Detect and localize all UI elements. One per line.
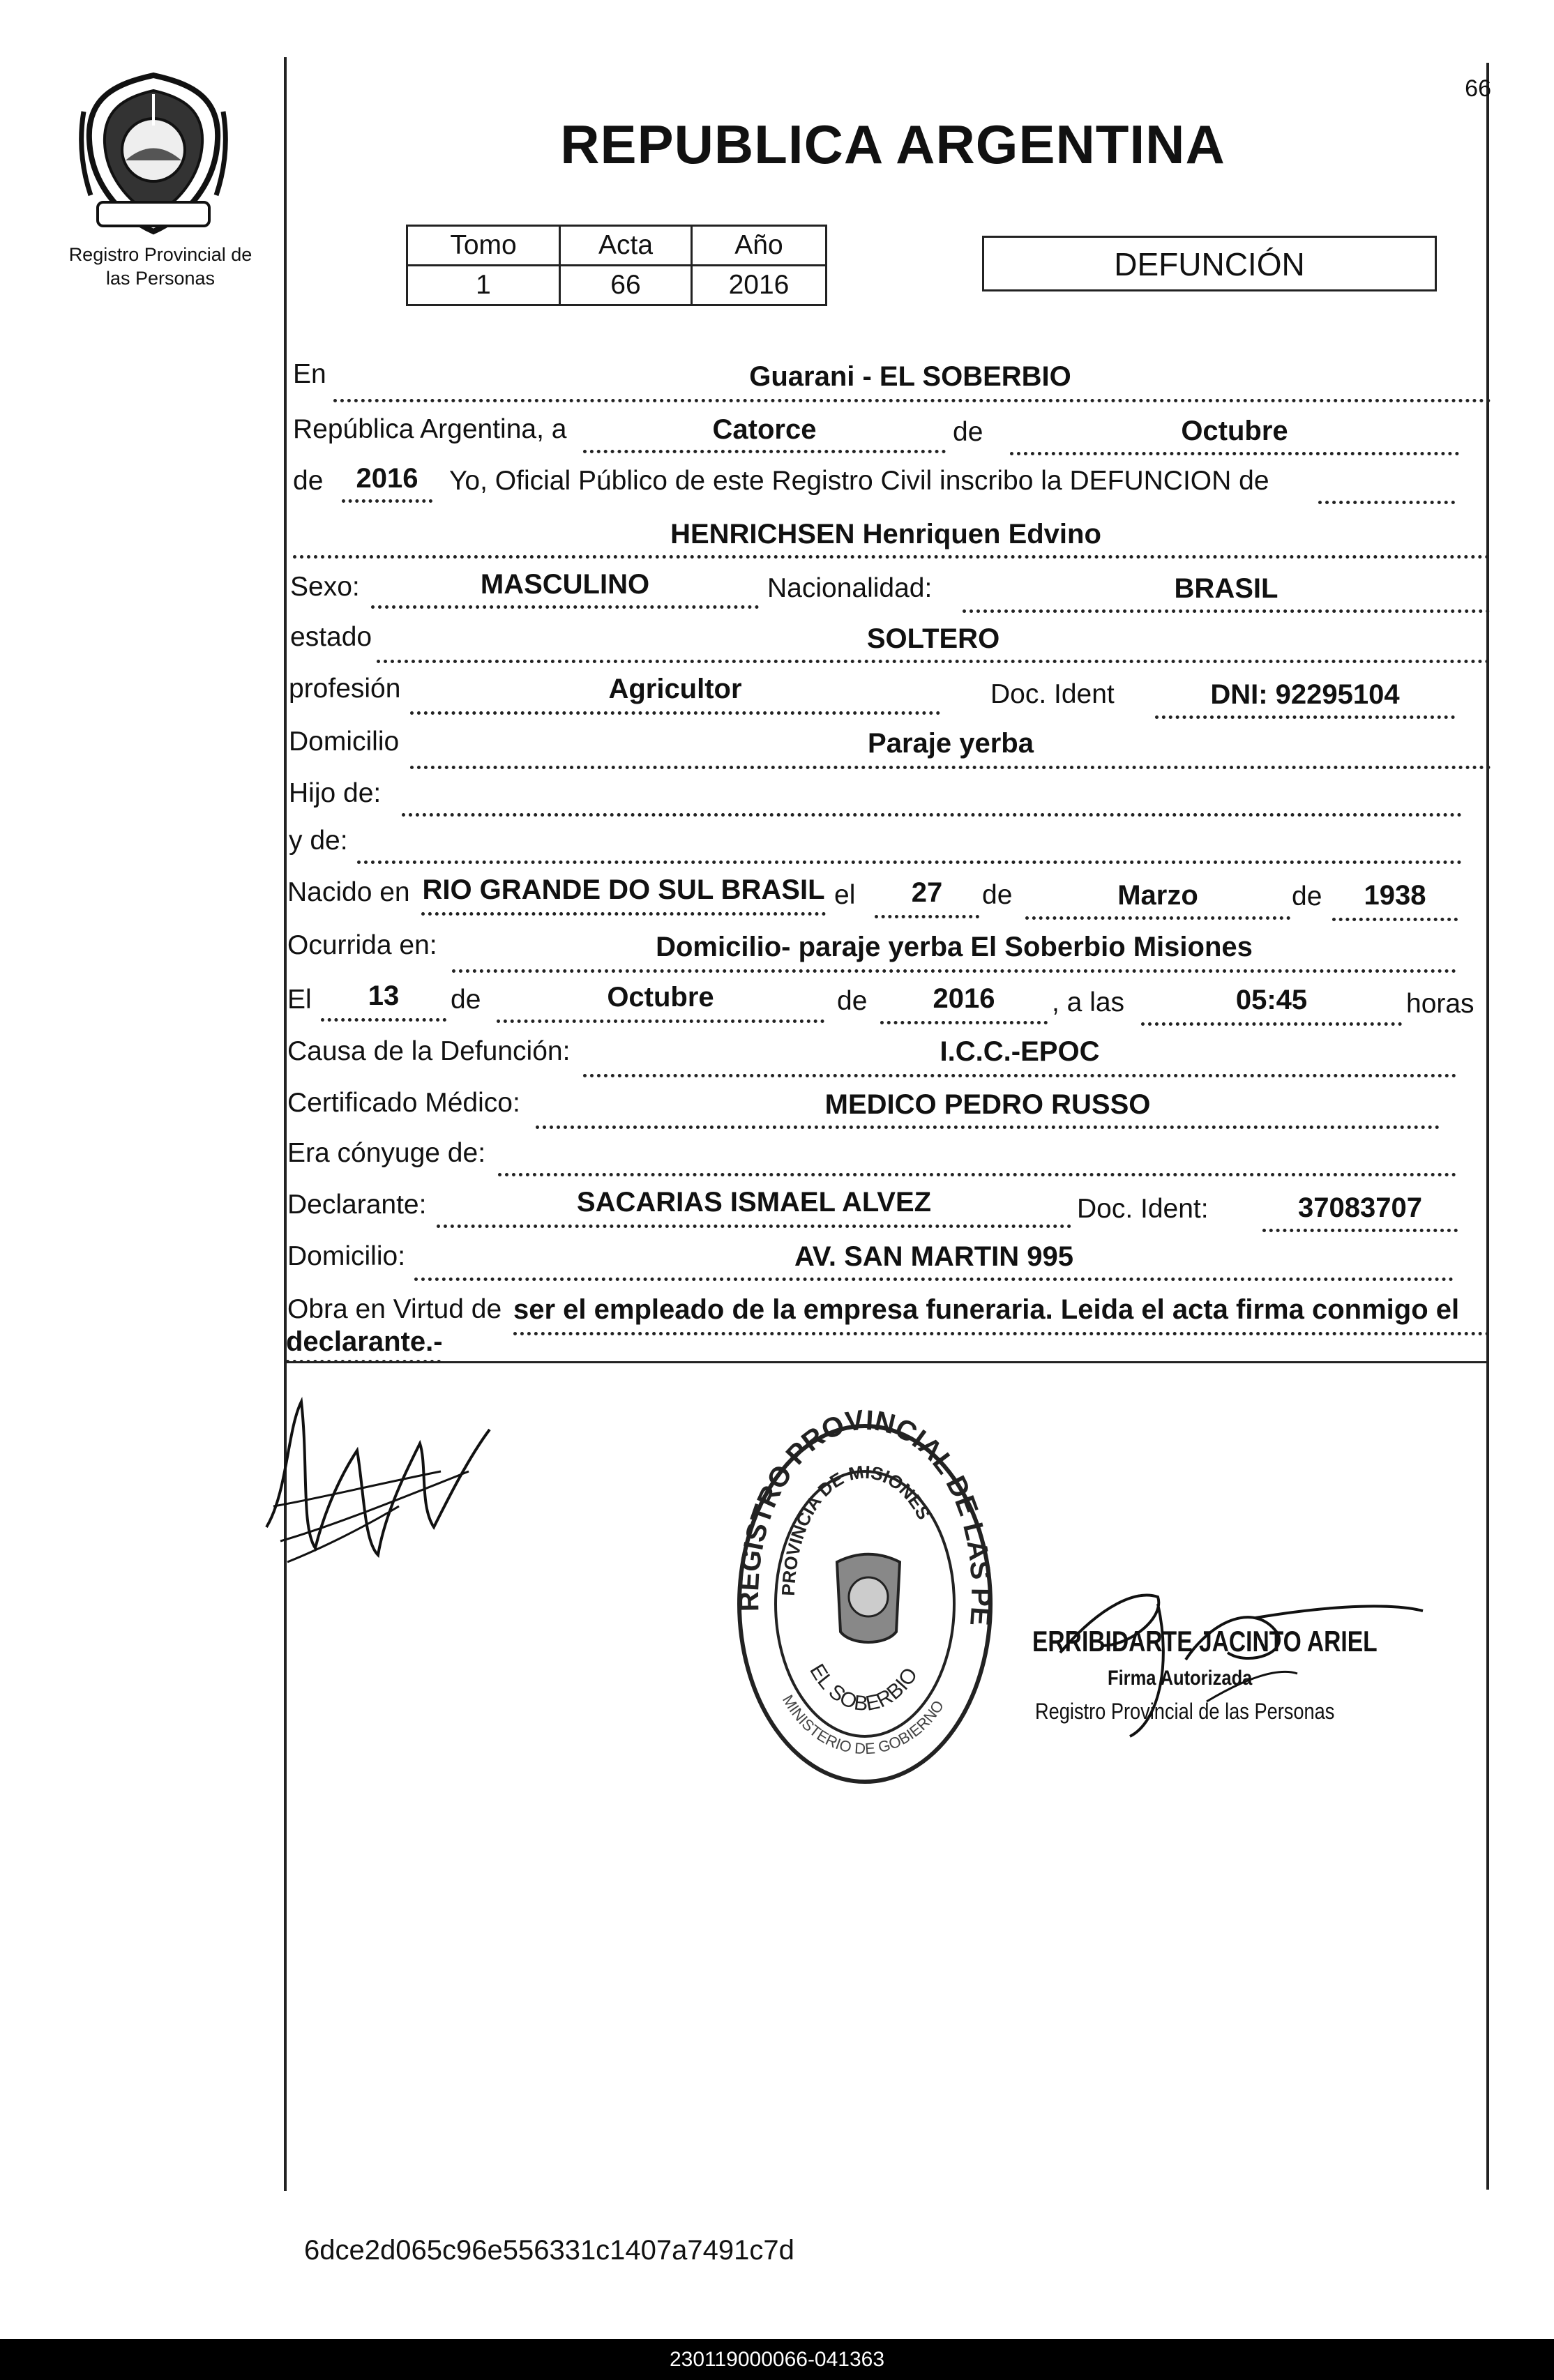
deceased-name: HENRICHSEN Henriquen Edvino	[670, 519, 1101, 549]
domicilio-dots	[410, 766, 1491, 769]
el2-label: El	[287, 985, 312, 1015]
en-dots	[333, 399, 1491, 402]
certificado-value: MEDICO PEDRO RUSSO	[824, 1089, 1151, 1120]
def-dia-value: 13	[368, 980, 400, 1011]
left-margin-line	[284, 57, 287, 2191]
ocurrida-label: Ocurrida en:	[287, 930, 437, 960]
def-de-label-2: de	[837, 986, 868, 1016]
declarante-dots	[437, 1225, 1071, 1228]
nacionalidad-label: Nacionalidad:	[767, 573, 933, 603]
act-type-box: DEFUNCIÓN	[982, 236, 1437, 291]
nac-dia-value: 27	[911, 877, 943, 908]
obra-dots	[513, 1332, 1490, 1335]
obra-label: Obra en Virtud de	[287, 1294, 502, 1324]
ocurrida-dots	[452, 969, 1456, 973]
name-dots	[293, 555, 1490, 559]
de-label-1: de	[953, 417, 983, 447]
doc2-dots	[1262, 1229, 1458, 1232]
estado-value: SOLTERO	[866, 623, 1000, 654]
alas-label: , a las	[1052, 987, 1125, 1017]
doc-ident-label: Doc. Ident	[990, 679, 1115, 709]
doc2-label: Doc. Ident:	[1077, 1194, 1209, 1224]
def-hora-dots	[1141, 1022, 1402, 1026]
profesion-value: Agricultor	[608, 674, 742, 704]
stamp-inner-text: PROVINCIA DE MISIONES	[777, 1461, 935, 1597]
value-tomo: 1	[407, 266, 560, 305]
def-anio-value: 2016	[933, 983, 995, 1014]
svg-text:EL SOBERBIO	[805, 1660, 922, 1716]
def-de-label-1: de	[451, 985, 481, 1015]
profesion-dots	[410, 711, 940, 715]
org-line-2: las Personas	[105, 268, 216, 289]
def-dia-dots	[321, 1018, 446, 1022]
nacido-label: Nacido en	[287, 877, 410, 907]
causa-value: I.C.C.-EPOC	[940, 1036, 1100, 1067]
estado-label: estado	[290, 622, 372, 652]
footer-code: 230119000066-041363	[669, 2348, 885, 2371]
conyuge-label: Era cónyuge de:	[287, 1138, 486, 1168]
causa-dots	[583, 1074, 1456, 1077]
doc2-value: 37083707	[1298, 1192, 1422, 1223]
domicilio2-value: AV. SAN MARTIN 995	[794, 1241, 1074, 1272]
form-bottom-rule	[285, 1361, 1488, 1363]
causa-label: Causa de la Defunción:	[287, 1036, 571, 1066]
value-anio: 2016	[692, 266, 827, 305]
nacionalidad-dots	[963, 609, 1490, 613]
anio-value: 2016	[356, 463, 418, 494]
stamp-bottom-text: EL SOBERBIO	[805, 1660, 923, 1716]
hijo-dots	[402, 813, 1462, 817]
authority-org: Registro Provincial de las Personas	[1035, 1699, 1335, 1724]
page-number: 66	[1465, 75, 1491, 102]
document-hash: 6dce2d065c96e556331c1407a7491c7d	[304, 2235, 794, 2266]
page-title: REPUBLICA ARGENTINA	[560, 114, 1225, 175]
footer-code-bar	[0, 2339, 1554, 2380]
declarant-signature	[259, 1388, 497, 1583]
sexo-value: MASCULINO	[480, 569, 650, 600]
anio-dots	[342, 499, 432, 503]
certificado-dots	[536, 1125, 1440, 1129]
def-anio-dots	[880, 1021, 1048, 1024]
yo-text: Yo, Oficial Público de este Registro Civil inscribo la DEFUNCION de	[449, 466, 1269, 496]
def-mes-dots	[497, 1020, 824, 1023]
declarante-value: SACARIAS ISMAEL ALVEZ	[576, 1187, 932, 1218]
ocurrida-value: Domicilio- paraje yerba El Soberbio Misiones	[656, 932, 1253, 962]
mes-value: Octubre	[1181, 416, 1288, 446]
certificado-label: Certificado Médico:	[287, 1088, 520, 1118]
mes-dots	[1010, 452, 1459, 455]
conyuge-dots	[498, 1173, 1456, 1176]
nac-anio-dots	[1332, 918, 1458, 921]
authority-role: Firma Autorizada	[1108, 1667, 1253, 1690]
nac-dia-dots	[875, 915, 979, 918]
right-margin-line	[1486, 63, 1489, 2190]
nac-mes-dots	[1025, 916, 1290, 920]
sexo-dots	[371, 605, 759, 609]
nac-anio-value: 1938	[1364, 880, 1426, 911]
tomo-acta-anio-table	[406, 225, 827, 306]
registry-org-name	[49, 243, 272, 290]
org-line-1: Registro Provincial de	[68, 244, 252, 265]
en-label: En	[293, 359, 326, 389]
nacionalidad-value: BRASIL	[1174, 573, 1278, 604]
stamp-outer-text: REGISTRO PROVINCIAL DE LAS PE	[734, 1404, 997, 1627]
def-mes-value: Octubre	[607, 982, 714, 1013]
nacido-value: RIO GRANDE DO SUL BRASIL	[422, 874, 825, 905]
domicilio-value: Paraje yerba	[868, 728, 1034, 759]
value-acta: 66	[560, 266, 692, 305]
dia-value: Catorce	[712, 414, 817, 445]
yde-label: y de:	[289, 826, 348, 856]
hijo-label: Hijo de:	[289, 778, 382, 808]
header-acta: Acta	[560, 226, 692, 266]
nac-de-label-2: de	[1292, 881, 1322, 911]
el-label: el	[834, 880, 856, 910]
estado-dots	[377, 660, 1490, 663]
en-value: Guarani - EL SOBERBIO	[749, 361, 1071, 392]
obra-value: ser el empleado de la empresa funeraria. Leida el acta firma conmigo el	[513, 1294, 1460, 1325]
domicilio-label: Domicilio	[289, 727, 400, 757]
nac-mes-value: Marzo	[1117, 880, 1198, 911]
def-hora-value: 05:45	[1235, 985, 1308, 1015]
stamp-outer-bottom-text: MINISTERIO DE GOBIERNO	[778, 1692, 948, 1758]
de-label-2: de	[293, 466, 324, 496]
republica-label: República Argentina, a	[293, 414, 567, 444]
authority-name: ERRIBIDARTE JACINTO ARIEL	[1032, 1625, 1378, 1658]
official-stamp	[718, 1402, 1011, 1806]
yde-dots	[357, 861, 1462, 864]
doc-ident-dots	[1155, 715, 1455, 719]
dia-dots	[583, 450, 946, 453]
yo-dots	[1318, 501, 1455, 504]
domicilio2-dots	[414, 1278, 1454, 1281]
horas-label: horas	[1406, 989, 1474, 1019]
nacido-dots	[421, 912, 826, 916]
doc-ident-value: DNI: 92295104	[1210, 679, 1400, 710]
obra-value-2: declarante.-	[286, 1326, 443, 1357]
declarante-label: Declarante:	[287, 1190, 427, 1220]
nac-de-label-1: de	[982, 880, 1013, 910]
sexo-label: Sexo:	[290, 572, 360, 602]
header-anio: Año	[692, 226, 827, 266]
table-header-row	[407, 226, 827, 266]
table-value-row	[407, 266, 827, 305]
header-tomo: Tomo	[407, 226, 560, 266]
profesion-label: profesión	[289, 674, 401, 704]
domicilio2-label: Domicilio:	[287, 1241, 406, 1271]
